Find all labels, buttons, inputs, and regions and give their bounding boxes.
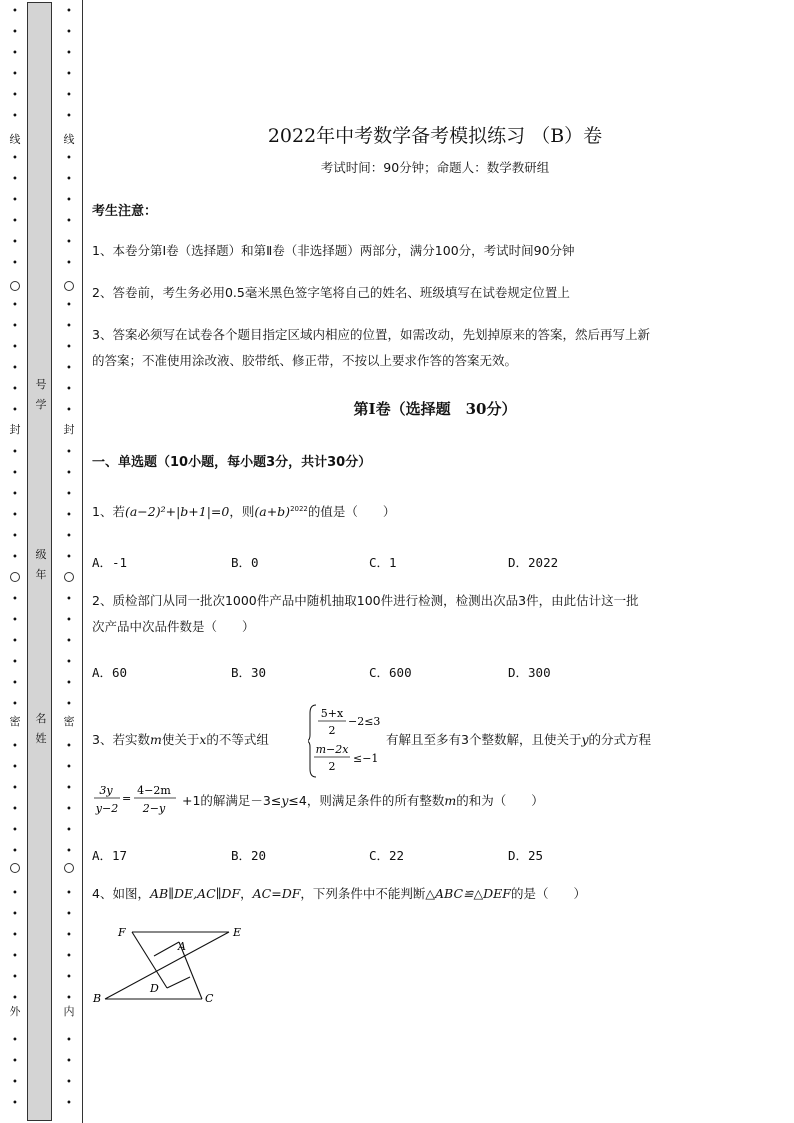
q1-option-a: A．-1 (92, 555, 128, 570)
segment-DE-part (167, 977, 190, 988)
segment-AB-part (154, 942, 179, 956)
question-1 (92, 496, 395, 525)
binding-margin-inner (55, 0, 83, 1123)
q2-option-c: C．600 (369, 665, 412, 680)
q3-m: m (149, 732, 162, 747)
q1-prefix: 1、若 (92, 504, 125, 520)
segment-FD (132, 932, 167, 988)
inner-dot: • (66, 384, 72, 395)
q3-x: x (199, 732, 207, 747)
outer-dot: • (12, 888, 18, 899)
question-4 (92, 881, 586, 907)
q4-cond: AB∥DE,AC∥DF (149, 886, 241, 901)
label-D: D (150, 982, 159, 995)
q1-suffix: 的值是（ ） (307, 504, 396, 520)
inner-dot: • (66, 174, 72, 185)
q1-expr2: (a+b) (254, 504, 291, 520)
gutter-label-student-id: 号学 (35, 378, 47, 411)
outer-dot: • (12, 615, 18, 626)
q3-eq-m: m (444, 793, 457, 808)
q1-option-c: C．1 (369, 555, 397, 570)
inner-dot: • (66, 300, 72, 311)
question-3-line1-tail (386, 727, 651, 753)
label-E: E (233, 926, 242, 939)
gutter-label-class: 级年 (35, 548, 47, 581)
inner-dot: • (66, 741, 72, 752)
q3-option-b: B．20 (231, 848, 267, 863)
outer-dot: • (12, 405, 18, 416)
outer-mark: 密 (9, 715, 21, 728)
outer-circle-mark (10, 572, 20, 582)
q4-lead: 4、如图， (92, 886, 150, 901)
inner-dot: • (66, 6, 72, 17)
inner-dot: • (66, 804, 72, 815)
inner-dot: • (66, 972, 72, 983)
q2-option-b: B．30 (231, 665, 267, 680)
outer-dot: • (12, 111, 18, 122)
outer-dot: • (12, 153, 18, 164)
inner-dot: • (66, 510, 72, 521)
inner-dot: • (66, 447, 72, 458)
inner-dot: • (66, 888, 72, 899)
inner-dot: • (66, 363, 72, 374)
inner-dot: • (66, 153, 72, 164)
outer-dot: • (12, 195, 18, 206)
outer-circle-mark (10, 863, 20, 873)
q3-eq-y: y (281, 793, 289, 808)
outer-dot: • (12, 594, 18, 605)
outer-dot: • (12, 783, 18, 794)
q3-t1: 使关于 (161, 732, 200, 747)
inner-dot: • (66, 762, 72, 773)
outer-dot: • (12, 825, 18, 836)
outer-dot: • (12, 804, 18, 815)
inner-mark: 内 (63, 1005, 75, 1018)
inner-dot: • (66, 489, 72, 500)
inner-dot: • (66, 699, 72, 710)
question-2-line1: 2、质检部门从同一批次1000件产品中随机抽取100件进行检测，检测出次品3件，由此估计这一批 (92, 593, 639, 608)
inner-dot: • (66, 909, 72, 920)
q4-cond2: AC=DF (252, 886, 301, 901)
label-B: B (93, 992, 102, 1005)
inner-dot: • (66, 825, 72, 836)
note-3-cont: 的答案；不准使用涂改液、胶带纸、修正带，不按以上要求作答的答案无效。 (92, 353, 518, 368)
q3-option-a: A．17 (92, 848, 128, 863)
outer-dot: • (12, 69, 18, 80)
outer-dot: • (12, 762, 18, 773)
note-3: 3、答案必须写在试卷各个题目指定区域内相应的位置，如需改动，先划掉原来的答案，然后再写上新 (92, 327, 650, 342)
q1-option-d: D．2022 (508, 555, 559, 570)
outer-dot: • (12, 489, 18, 500)
q3-sys-r1-tail: −2≤3 (348, 715, 381, 728)
q3-t4: 的分式方程 (588, 732, 652, 747)
inner-dot: • (66, 993, 72, 1004)
outer-dot: • (12, 384, 18, 395)
outer-dot: • (12, 363, 18, 374)
inner-mark: 线 (63, 133, 75, 146)
inner-dot: • (66, 342, 72, 353)
q4-sep: ， (240, 886, 253, 901)
outer-dot: • (12, 342, 18, 353)
binding-gutter (27, 2, 52, 1121)
outer-dot: • (12, 6, 18, 17)
outer-dot: • (12, 216, 18, 227)
outer-dot: • (12, 951, 18, 962)
binding-margin-outer (0, 0, 28, 1123)
q1-exponent: 2022 (290, 505, 308, 513)
outer-dot: • (12, 27, 18, 38)
outer-dot: • (12, 552, 18, 563)
gutter-label-name: 名姓 (35, 712, 47, 745)
q3-sys-r1-den: 2 (328, 724, 336, 737)
outer-dot: • (12, 468, 18, 479)
inner-dot: • (66, 594, 72, 605)
inner-dot: • (66, 90, 72, 101)
inner-mark: 封 (63, 423, 75, 436)
outer-dot: • (12, 699, 18, 710)
q1-mid: ，则 (229, 504, 255, 520)
q3-sys-r1-num: 5+x (320, 707, 344, 720)
q3-eq-rest: +1的解满足－3≤ (182, 793, 282, 808)
q3-sys-r2-den: 2 (328, 760, 336, 773)
inner-dot: • (66, 783, 72, 794)
outer-dot: • (12, 174, 18, 185)
outer-dot: • (12, 300, 18, 311)
inner-dot: • (66, 1035, 72, 1046)
q3-sys-r2-num: m−2x (315, 743, 349, 756)
outer-dot: • (12, 678, 18, 689)
notes-heading: 考生注意： (92, 204, 158, 219)
outer-dot: • (12, 1035, 18, 1046)
q3-option-c: C．22 (369, 848, 405, 863)
q3-eq-rhs-num: 4−2m (137, 784, 171, 797)
outer-dot: • (12, 531, 18, 542)
q2-option-a: A．60 (92, 665, 128, 680)
q4-geometry-figure (92, 920, 252, 1010)
outer-mark: 线 (9, 133, 21, 146)
exam-title: 2022年中考数学备考模拟练习 （B）卷 (267, 125, 603, 147)
question-2-line2: 次产品中次品件数是（ ） (92, 619, 255, 634)
note-2: 2、答卷前，考生务必用0.5毫米黑色签字笔将自己的姓名、班级填写在试卷规定位置上 (92, 285, 570, 300)
q4-end: 的是（ ） (510, 886, 586, 901)
question-3-line1 (92, 727, 269, 753)
q3-t3: 有解且至多有3个整数解，且使关于 (386, 732, 582, 747)
inner-dot: • (66, 258, 72, 269)
label-C: C (205, 992, 214, 1005)
inner-dot: • (66, 321, 72, 332)
inner-dot: • (66, 552, 72, 563)
inner-dot: • (66, 615, 72, 626)
q3-option-d: D．25 (508, 848, 544, 863)
outer-dot: • (12, 741, 18, 752)
q4-triangles: △ABC≌△DEF (425, 886, 511, 901)
inner-dot: • (66, 27, 72, 38)
inner-dot: • (66, 1077, 72, 1088)
label-F: F (118, 926, 126, 939)
q3-t2: 的不等式组 (206, 732, 269, 747)
inner-mark: 密 (63, 715, 75, 728)
inner-dot: • (66, 1056, 72, 1067)
q3-lead: 3、若实数 (92, 732, 150, 747)
inner-dot: • (66, 951, 72, 962)
outer-dot: • (12, 258, 18, 269)
inner-dot: • (66, 1098, 72, 1109)
q3-y: y (581, 732, 589, 747)
outer-dot: • (12, 846, 18, 857)
note-1: 1、本卷分第I卷（选择题）和第Ⅱ卷（非选择题）两部分，满分100分，考试时间90分钟 (92, 243, 575, 258)
q3-eq-rest2: ≤4，则满足条件的所有整数 (288, 793, 445, 808)
label-A: A (178, 940, 186, 953)
section-title: 第I卷（选择题 30分） (353, 400, 517, 418)
part-title: 一、单选题（10小题，每小题3分，共计30分） (92, 455, 372, 470)
inner-dot: • (66, 636, 72, 647)
outer-dot: • (12, 321, 18, 332)
inner-circle-mark (64, 572, 74, 582)
exam-subtitle: 考试时间：90分钟；命题人：数学教研组 (320, 160, 550, 175)
q1-option-b: B．0 (231, 555, 259, 570)
outer-mark: 外 (9, 1005, 21, 1018)
inner-circle-mark (64, 281, 74, 291)
outer-dot: • (12, 636, 18, 647)
outer-dot: • (12, 993, 18, 1004)
inner-dot: • (66, 48, 72, 59)
q2-option-d: D．300 (508, 665, 551, 680)
q3-eq-equals: = (122, 792, 132, 805)
q3-fraction-equation (92, 776, 188, 820)
outer-dot: • (12, 90, 18, 101)
outer-dot: • (12, 909, 18, 920)
outer-dot: • (12, 1077, 18, 1088)
q4-tail: ，下列条件中不能判断 (300, 886, 426, 901)
segment-BE (105, 932, 229, 999)
outer-circle-mark (10, 281, 20, 291)
q3-inequality-system (308, 703, 388, 779)
inner-dot: • (66, 237, 72, 248)
inner-dot: • (66, 657, 72, 668)
inner-circle-mark (64, 863, 74, 873)
q1-expr1: (a−2)²+|b+1|=0 (124, 504, 230, 520)
inner-dot: • (66, 195, 72, 206)
outer-dot: • (12, 1056, 18, 1067)
inner-dot: • (66, 930, 72, 941)
q3-eq-lhs-num: 3y (99, 784, 113, 797)
inner-dot: • (66, 531, 72, 542)
outer-dot: • (12, 972, 18, 983)
outer-dot: • (12, 447, 18, 458)
inner-dot: • (66, 678, 72, 689)
inner-dot: • (66, 846, 72, 857)
outer-dot: • (12, 930, 18, 941)
question-3-line2 (182, 788, 544, 814)
inner-dot: • (66, 468, 72, 479)
outer-dot: • (12, 1098, 18, 1109)
inner-dot: • (66, 405, 72, 416)
q3-eq-lhs-den: y−2 (95, 802, 119, 815)
q3-eq-rhs-den: 2−y (142, 802, 166, 815)
outer-dot: • (12, 237, 18, 248)
inner-dot: • (66, 216, 72, 227)
outer-mark: 封 (9, 423, 21, 436)
inner-dot: • (66, 69, 72, 80)
outer-dot: • (12, 510, 18, 521)
outer-dot: • (12, 48, 18, 59)
outer-dot: • (12, 657, 18, 668)
inner-dot: • (66, 111, 72, 122)
q3-eq-rest3: 的和为（ ） (456, 793, 544, 808)
q3-sys-r2-tail: ≤−1 (353, 752, 379, 765)
